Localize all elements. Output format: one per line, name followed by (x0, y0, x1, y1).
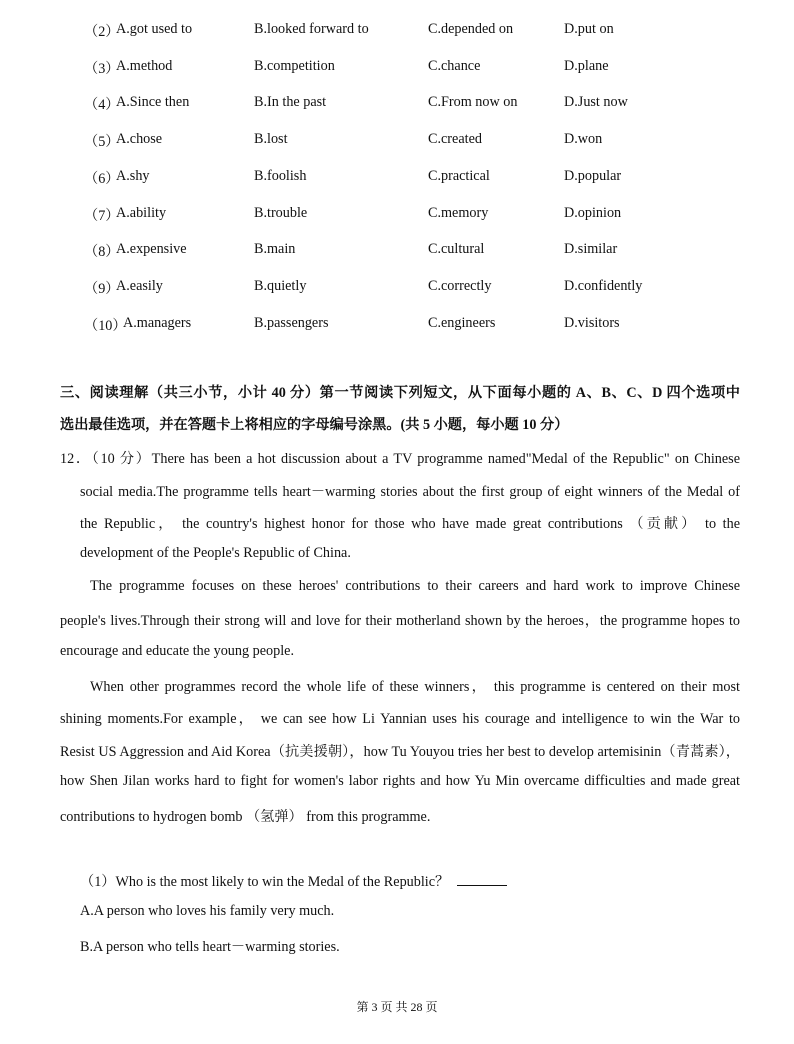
passage-line: shining moments.For example， we can see how Li Yannian uses his courage and intelligence to win the War to (60, 711, 740, 727)
option-number: （8） (84, 244, 120, 261)
passage-line: When other programmes record the whole life of these winners， this programme is centered on their most (90, 679, 740, 695)
option-a: A.chose (116, 131, 163, 148)
option-c: C.memory (428, 204, 489, 221)
option-a: A.got used to (116, 21, 193, 37)
option-a: A.easily (116, 277, 163, 294)
answer-blank (457, 873, 507, 886)
option-b: B.quietly (254, 277, 307, 294)
option-a: A.A person who loves his family very much. (80, 903, 335, 919)
option-b: B.competition (254, 57, 335, 74)
option-a: A.ability (116, 204, 167, 221)
option-number: （9） (84, 280, 120, 297)
option-b: B.A person who tells heart－warming stories. (80, 939, 340, 955)
passage-line: development of the People's Republic of China. (80, 545, 351, 561)
option-number: （5） (84, 134, 120, 151)
passage-line: social media.The programme tells heart－warming stories about the first group of eight winners of the Medal of (80, 484, 740, 500)
option-b: B.lost (254, 131, 288, 148)
option-a: A.managers (123, 314, 192, 331)
option-b: B.main (254, 241, 296, 258)
option-c: C.engineers (428, 314, 496, 331)
option-a: A.shy (116, 167, 150, 184)
passage-line: encourage and educate the young people. (60, 643, 294, 659)
passage-line: how Shen Jilan works hard to fight for women's labor rights and how Yu Min overcame difficulties and made great (60, 773, 740, 789)
option-c: C.correctly (428, 277, 492, 294)
option-d: D.confidently (564, 277, 643, 294)
option-d: D.visitors (564, 314, 620, 331)
option-b: B.trouble (254, 204, 308, 221)
option-d: D.put on (564, 21, 614, 37)
option-c: C.cultural (428, 241, 485, 258)
option-d: D.popular (564, 167, 622, 184)
option-d: D.similar (564, 241, 618, 258)
question-text: （1）Who is the most likely to win the Medal of the Republic？ (80, 874, 450, 890)
option-number: （6） (84, 170, 120, 187)
option-b: B.passengers (254, 314, 329, 331)
passage-line: The programme focuses on these heroes' contributions to their careers and hard work to improve Chinese (90, 578, 740, 594)
option-c: C.chance (428, 57, 481, 74)
option-d: D.opinion (564, 204, 622, 221)
passage-line: 12．（10 分）There has been a hot discussion about a TV programme named"Medal of the Republic" on Chinese (60, 451, 740, 467)
question-stem (80, 871, 507, 891)
option-b: B.foolish (254, 167, 307, 184)
passage-line: Resist US Aggression and Aid Korea（抗美援朝），how Tu Youyou tries her best to develop artemisinin（青蒿素）， (60, 744, 740, 760)
option-number: （10） (84, 317, 127, 334)
passage-line: people's lives.Through their strong will and love for their motherland shown by the heroes，the programme hopes to (60, 613, 740, 629)
option-d: D.Just now (564, 94, 628, 111)
option-c: C.created (428, 131, 482, 148)
option-number: （3） (84, 60, 120, 77)
option-a: A.Since then (116, 94, 190, 111)
section-heading-line-1: 三、阅读理解（共三小节，小计 40 分）第一节阅读下列短文，从下面每小题的 A、B、C、D 四个选项中 (60, 385, 740, 401)
passage-line: the Republic， the country's highest honor for those who have made great contributions （贡献） to the (80, 516, 740, 532)
option-c: C.practical (428, 167, 490, 184)
option-a: A.expensive (116, 241, 187, 258)
option-d: D.plane (564, 57, 609, 74)
option-d: D.won (564, 131, 603, 148)
section-heading-line-2: 选出最佳选项，并在答题卡上将相应的字母编号涂黑。(共 5 小题，每小题 10 分） (60, 417, 569, 433)
option-number: （4） (84, 97, 120, 114)
option-b: B.In the past (254, 94, 327, 111)
option-a: A.method (116, 57, 173, 74)
page-footer: 第 3 页 共 28 页 (356, 1000, 438, 1014)
option-number: （2） (84, 24, 120, 40)
option-c: C.From now on (428, 94, 518, 111)
option-number: （7） (84, 207, 120, 224)
passage-line: contributions to hydrogen bomb （氢弹） from this programme. (60, 809, 431, 825)
option-c: C.depended on (428, 21, 514, 37)
option-b: B.looked forward to (254, 21, 369, 37)
